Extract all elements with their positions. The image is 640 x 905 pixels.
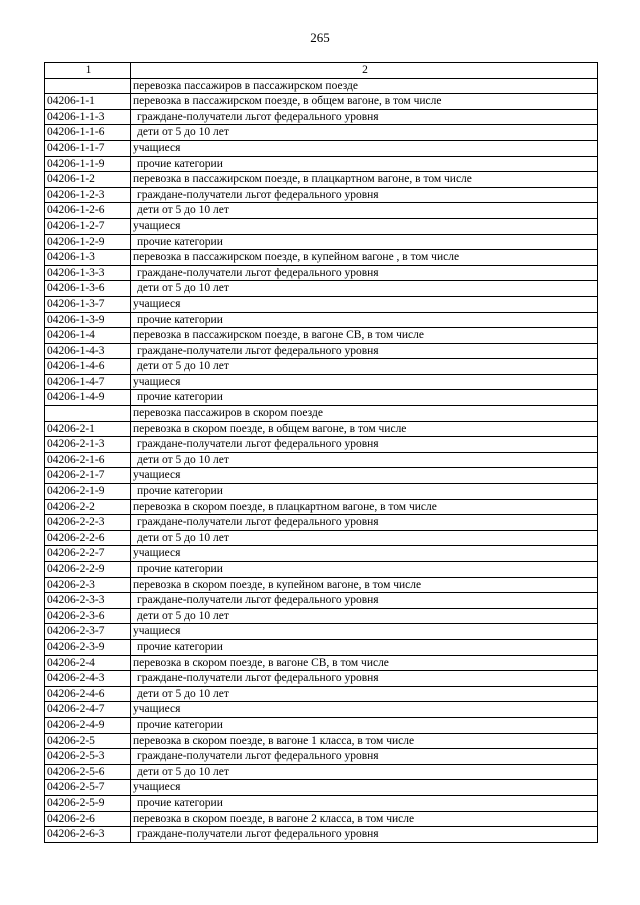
row-description: дети от 5 до 10 лет bbox=[131, 686, 598, 702]
row-description: дети от 5 до 10 лет bbox=[131, 764, 598, 780]
row-description: граждане-получатели льгот федерального уровня bbox=[131, 265, 598, 281]
table-row bbox=[45, 406, 598, 422]
table-row bbox=[45, 655, 598, 671]
row-code: 04206-2-5-6 bbox=[45, 764, 131, 780]
row-description: учащиеся bbox=[131, 624, 598, 640]
row-description: перевозка в скором поезде, в вагоне СВ, в том числе bbox=[131, 655, 598, 671]
row-code: 04206-2-1-9 bbox=[45, 484, 131, 500]
table-row bbox=[45, 468, 598, 484]
column-header-2: 2 bbox=[131, 63, 598, 79]
table-row bbox=[45, 764, 598, 780]
row-code: 04206-2-5 bbox=[45, 733, 131, 749]
row-description: перевозка пассажиров в скором поезде bbox=[131, 406, 598, 422]
table-row bbox=[45, 156, 598, 172]
row-code: 04206-2-2-3 bbox=[45, 515, 131, 531]
row-description: перевозка в скором поезде, в вагоне 2 класса, в том числе bbox=[131, 811, 598, 827]
row-description: прочие категории bbox=[131, 639, 598, 655]
table-row bbox=[45, 109, 598, 125]
table-row bbox=[45, 203, 598, 219]
row-code: 04206-1-3-3 bbox=[45, 265, 131, 281]
row-code: 04206-1-1-7 bbox=[45, 140, 131, 156]
row-code: 04206-2-2-6 bbox=[45, 530, 131, 546]
row-code: 04206-1-1-6 bbox=[45, 125, 131, 141]
row-code: 04206-2-4-6 bbox=[45, 686, 131, 702]
row-description: дети от 5 до 10 лет bbox=[131, 281, 598, 297]
table-row bbox=[45, 140, 598, 156]
row-code: 04206-1-1-3 bbox=[45, 109, 131, 125]
table-row bbox=[45, 484, 598, 500]
table-row bbox=[45, 374, 598, 390]
row-code: 04206-2-1 bbox=[45, 421, 131, 437]
row-code: 04206-1-4 bbox=[45, 328, 131, 344]
table-row bbox=[45, 749, 598, 765]
table-row bbox=[45, 296, 598, 312]
row-code: 04206-2-2 bbox=[45, 499, 131, 515]
table-row bbox=[45, 452, 598, 468]
table-row bbox=[45, 827, 598, 843]
row-code: 04206-2-3 bbox=[45, 577, 131, 593]
table-row bbox=[45, 78, 598, 94]
row-description: перевозка в пассажирском поезде, в плацкартном вагоне, в том числе bbox=[131, 172, 598, 188]
table-row bbox=[45, 172, 598, 188]
row-code: 04206-2-6 bbox=[45, 811, 131, 827]
table-row bbox=[45, 562, 598, 578]
table-row bbox=[45, 671, 598, 687]
row-description: прочие категории bbox=[131, 234, 598, 250]
row-description: учащиеся bbox=[131, 780, 598, 796]
table-row bbox=[45, 94, 598, 110]
table-row bbox=[45, 546, 598, 562]
table-row bbox=[45, 717, 598, 733]
row-code: 04206-2-4 bbox=[45, 655, 131, 671]
row-description: граждане-получатели льгот федерального уровня bbox=[131, 343, 598, 359]
row-description: граждане-получатели льгот федерального уровня bbox=[131, 827, 598, 843]
row-description: перевозка в пассажирском поезде, в вагоне СВ, в том числе bbox=[131, 328, 598, 344]
row-description: дети от 5 до 10 лет bbox=[131, 608, 598, 624]
table-row bbox=[45, 780, 598, 796]
row-description: дети от 5 до 10 лет bbox=[131, 203, 598, 219]
row-description: граждане-получатели льгот федерального уровня bbox=[131, 515, 598, 531]
row-description: прочие категории bbox=[131, 562, 598, 578]
table-row bbox=[45, 187, 598, 203]
table-row bbox=[45, 234, 598, 250]
row-code: 04206-2-1-3 bbox=[45, 437, 131, 453]
table-row bbox=[45, 343, 598, 359]
row-code: 04206-2-3-7 bbox=[45, 624, 131, 640]
row-code: 04206-2-4-3 bbox=[45, 671, 131, 687]
row-description: прочие категории bbox=[131, 795, 598, 811]
table-row bbox=[45, 499, 598, 515]
row-code: 04206-2-4-7 bbox=[45, 702, 131, 718]
row-code: 04206-1-2 bbox=[45, 172, 131, 188]
codes-table bbox=[44, 62, 598, 843]
row-description: дети от 5 до 10 лет bbox=[131, 452, 598, 468]
table-row bbox=[45, 125, 598, 141]
row-description: граждане-получатели льгот федерального уровня bbox=[131, 671, 598, 687]
row-description: прочие категории bbox=[131, 484, 598, 500]
row-code: 04206-1-2-6 bbox=[45, 203, 131, 219]
row-code: 04206-1-4-6 bbox=[45, 359, 131, 375]
row-code bbox=[45, 406, 131, 422]
row-code: 04206-1-1-9 bbox=[45, 156, 131, 172]
row-code: 04206-2-2-9 bbox=[45, 562, 131, 578]
table-row bbox=[45, 515, 598, 531]
table-row bbox=[45, 312, 598, 328]
row-description: прочие категории bbox=[131, 717, 598, 733]
row-code: 04206-1-3-7 bbox=[45, 296, 131, 312]
row-description: граждане-получатели льгот федерального уровня bbox=[131, 109, 598, 125]
row-code: 04206-1-2-3 bbox=[45, 187, 131, 203]
row-description: учащиеся bbox=[131, 702, 598, 718]
row-description: перевозка в скором поезде, в купейном вагоне, в том числе bbox=[131, 577, 598, 593]
table-row bbox=[45, 390, 598, 406]
table-row bbox=[45, 328, 598, 344]
row-code: 04206-2-1-6 bbox=[45, 452, 131, 468]
row-description: перевозка в скором поезде, в вагоне 1 класса, в том числе bbox=[131, 733, 598, 749]
table-row bbox=[45, 702, 598, 718]
table-row bbox=[45, 593, 598, 609]
table-row bbox=[45, 218, 598, 234]
table-row bbox=[45, 281, 598, 297]
table-row bbox=[45, 624, 598, 640]
row-description: учащиеся bbox=[131, 468, 598, 484]
table-row bbox=[45, 577, 598, 593]
table-row bbox=[45, 250, 598, 266]
table-row bbox=[45, 608, 598, 624]
row-code: 04206-2-3-3 bbox=[45, 593, 131, 609]
row-description: дети от 5 до 10 лет bbox=[131, 125, 598, 141]
table-row bbox=[45, 437, 598, 453]
column-header-1: 1 bbox=[45, 63, 131, 79]
row-code: 04206-1-2-9 bbox=[45, 234, 131, 250]
table-body bbox=[45, 78, 598, 842]
row-description: учащиеся bbox=[131, 140, 598, 156]
table-row bbox=[45, 265, 598, 281]
table-row bbox=[45, 733, 598, 749]
row-code: 04206-1-3-9 bbox=[45, 312, 131, 328]
table-row bbox=[45, 421, 598, 437]
row-description: перевозка пассажиров в пассажирском поезде bbox=[131, 78, 598, 94]
table-row bbox=[45, 359, 598, 375]
row-code: 04206-2-6-3 bbox=[45, 827, 131, 843]
row-description: учащиеся bbox=[131, 546, 598, 562]
row-code: 04206-1-2-7 bbox=[45, 218, 131, 234]
table-row bbox=[45, 639, 598, 655]
row-description: граждане-получатели льгот федерального уровня bbox=[131, 187, 598, 203]
row-description: граждане-получатели льгот федерального уровня bbox=[131, 437, 598, 453]
row-description: дети от 5 до 10 лет bbox=[131, 359, 598, 375]
row-description: учащиеся bbox=[131, 296, 598, 312]
row-description: прочие категории bbox=[131, 312, 598, 328]
row-code: 04206-2-4-9 bbox=[45, 717, 131, 733]
table-row bbox=[45, 530, 598, 546]
page-number: 265 bbox=[310, 30, 330, 45]
row-code: 04206-2-5-7 bbox=[45, 780, 131, 796]
row-code: 04206-2-3-6 bbox=[45, 608, 131, 624]
table-row bbox=[45, 811, 598, 827]
row-description: перевозка в скором поезде, в плацкартном вагоне, в том числе bbox=[131, 499, 598, 515]
row-code: 04206-2-3-9 bbox=[45, 639, 131, 655]
row-description: учащиеся bbox=[131, 218, 598, 234]
row-description: учащиеся bbox=[131, 374, 598, 390]
row-description: дети от 5 до 10 лет bbox=[131, 530, 598, 546]
table-row bbox=[45, 795, 598, 811]
table-header bbox=[45, 63, 598, 79]
header-row bbox=[45, 63, 598, 79]
row-description: перевозка в скором поезде, в общем вагоне, в том числе bbox=[131, 421, 598, 437]
row-description: прочие категории bbox=[131, 390, 598, 406]
row-code: 04206-2-5-3 bbox=[45, 749, 131, 765]
row-code: 04206-2-2-7 bbox=[45, 546, 131, 562]
row-code: 04206-1-3 bbox=[45, 250, 131, 266]
row-description: граждане-получатели льгот федерального уровня bbox=[131, 593, 598, 609]
row-code: 04206-2-5-9 bbox=[45, 795, 131, 811]
row-code bbox=[45, 78, 131, 94]
row-code: 04206-1-4-7 bbox=[45, 374, 131, 390]
row-description: перевозка в пассажирском поезде, в купейном вагоне , в том числе bbox=[131, 250, 598, 266]
table-row bbox=[45, 686, 598, 702]
row-code: 04206-2-1-7 bbox=[45, 468, 131, 484]
row-code: 04206-1-4-3 bbox=[45, 343, 131, 359]
row-code: 04206-1-1 bbox=[45, 94, 131, 110]
row-description: граждане-получатели льгот федерального уровня bbox=[131, 749, 598, 765]
row-description: перевозка в пассажирском поезде, в общем вагоне, в том числе bbox=[131, 94, 598, 110]
row-description: прочие категории bbox=[131, 156, 598, 172]
row-code: 04206-1-3-6 bbox=[45, 281, 131, 297]
row-code: 04206-1-4-9 bbox=[45, 390, 131, 406]
